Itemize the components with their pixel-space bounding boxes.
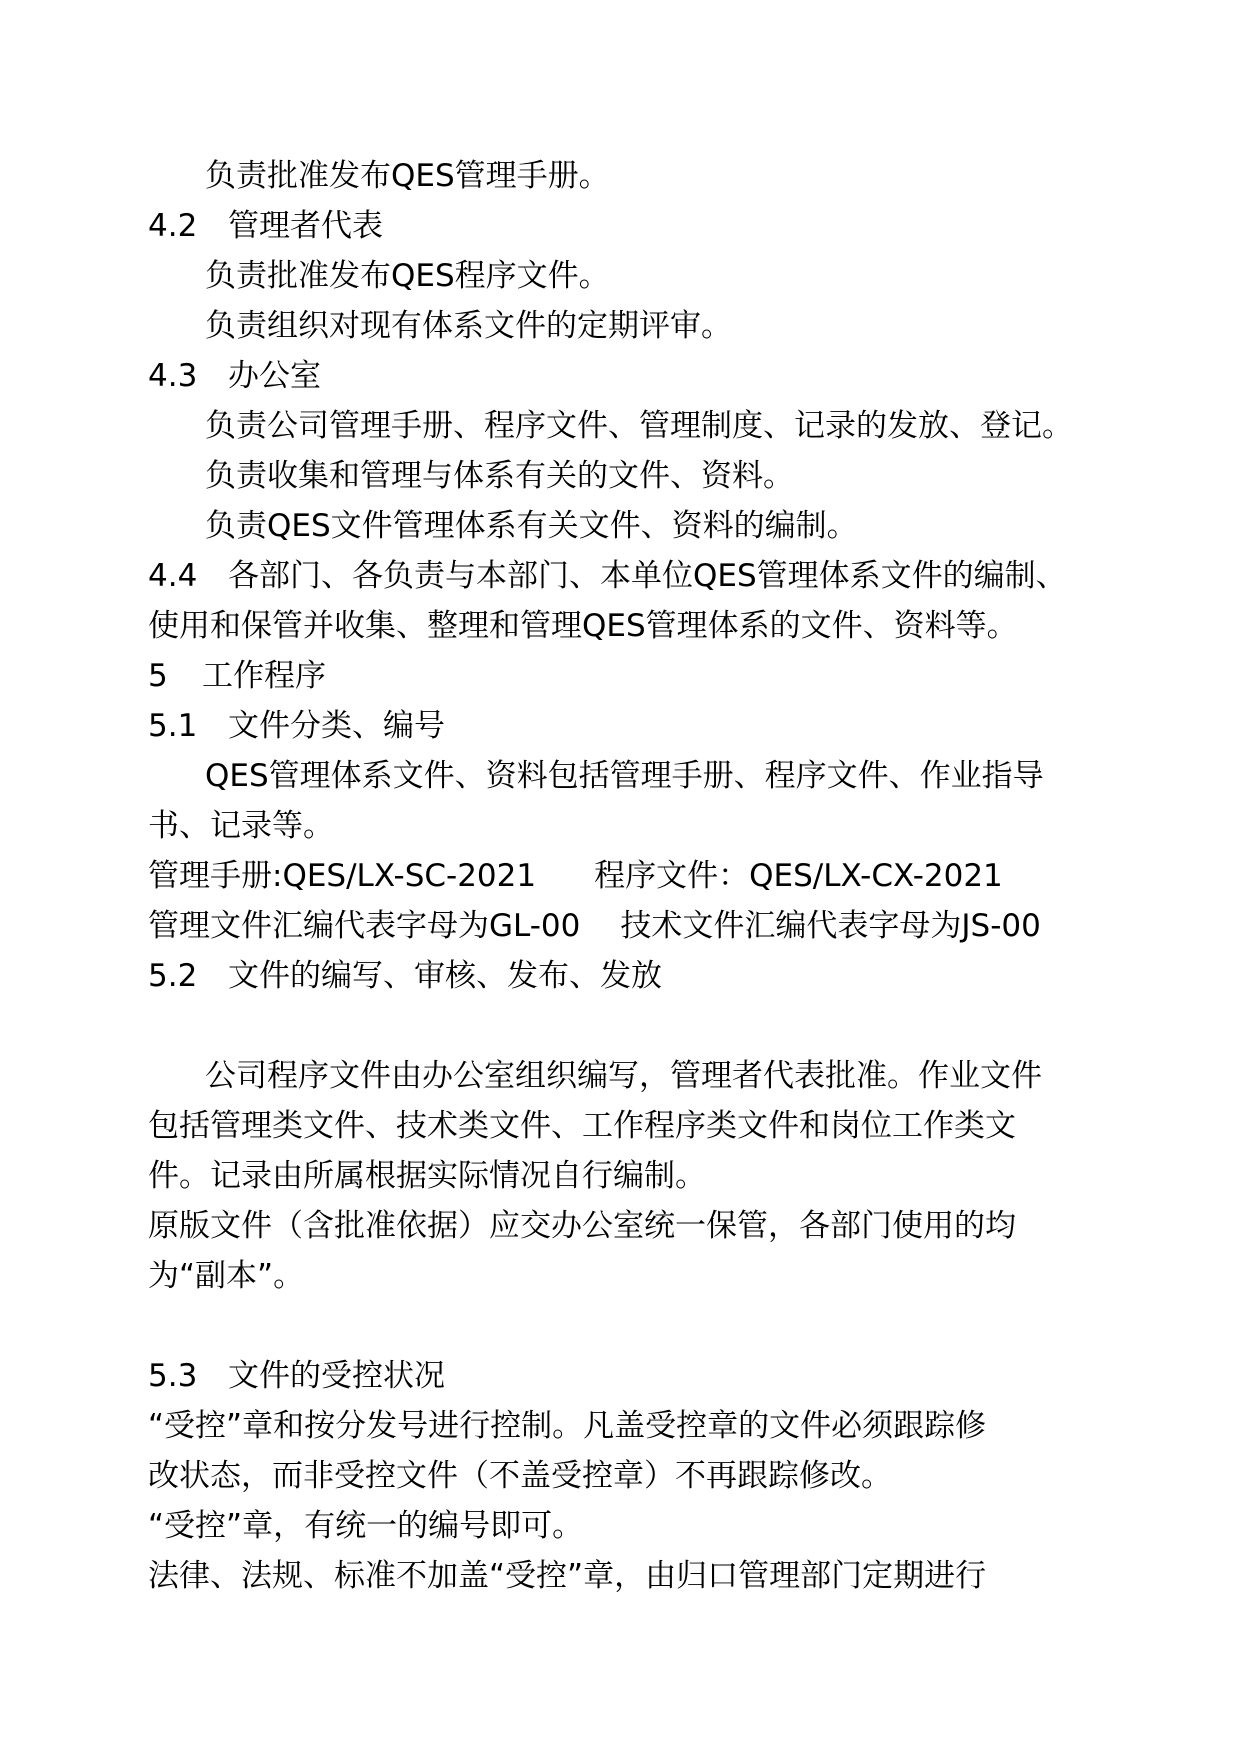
paragraph-line: “受控”章和按分发号进行控制。凡盖受控章的文件必须跟踪修	[148, 1408, 987, 1444]
section-title: 工作程序	[202, 658, 326, 694]
section-number: 5.3	[148, 1358, 198, 1394]
technical-compilation-code: 技术文件汇编代表字母为JS-00	[620, 908, 1041, 944]
paragraph-line: 负责批准发布QES管理手册。	[205, 158, 610, 194]
section-title: 文件的编写、审核、发布、发放	[228, 958, 662, 994]
code-line-manual	[148, 853, 1128, 899]
section-heading-5	[148, 653, 1128, 699]
paragraph-line: 负责公司管理手册、程序文件、管理制度、记录的发放、登记。	[205, 408, 1073, 444]
code-line-compilation	[148, 903, 1128, 949]
paragraph-line: 使用和保管并收集、整理和管理QES管理体系的文件、资料等。	[148, 608, 1018, 644]
section-heading-5-2	[148, 953, 1128, 999]
section-title: 办公室	[228, 358, 321, 394]
paragraph-line: 原版文件（含批准依据）应交办公室统一保管，各部门使用的均	[148, 1208, 1016, 1244]
section-title: 文件的受控状况	[228, 1358, 445, 1394]
paragraph-line: 件。记录由所属根据实际情况自行编制。	[148, 1158, 706, 1194]
section-number: 5.2	[148, 958, 198, 994]
section-number: 4.4	[148, 558, 198, 594]
section-heading-5-3	[148, 1353, 1128, 1399]
paragraph-line: “受控”章，有统一的编号即可。	[148, 1508, 584, 1544]
paragraph-line: 负责组织对现有体系文件的定期评审。	[205, 308, 732, 344]
paragraph-line: 书、记录等。	[148, 808, 334, 844]
section-title: 管理者代表	[228, 208, 383, 244]
paragraph-line: 负责收集和管理与体系有关的文件、资料。	[205, 458, 794, 494]
section-heading-4-4	[148, 553, 1128, 599]
paragraph-line: 负责批准发布QES程序文件。	[205, 258, 610, 294]
paragraph-line: 改状态，而非受控文件（不盖受控章）不再跟踪修改。	[148, 1458, 892, 1494]
paragraph-line: 为“副本”。	[148, 1258, 305, 1294]
manual-code: 管理手册:QES/LX-SC-2021	[148, 858, 537, 894]
section-heading-5-1	[148, 703, 1128, 749]
paragraph-line: 负责QES文件管理体系有关文件、资料的编制。	[205, 508, 858, 544]
section-number: 4.3	[148, 358, 198, 394]
paragraph-line: 法律、法规、标准不加盖“受控”章，由归口管理部门定期进行	[148, 1558, 987, 1594]
section-text: 各部门、各负责与本部门、本单位QES管理体系文件的编制、	[228, 558, 1067, 594]
section-number: 5	[148, 658, 168, 694]
management-compilation-code: 管理文件汇编代表字母为GL-00	[148, 908, 581, 944]
section-number: 4.2	[148, 208, 198, 244]
section-heading-4-2	[148, 203, 1128, 249]
paragraph-line: 包括管理类文件、技术类文件、工作程序类文件和岗位工作类文	[148, 1108, 1016, 1144]
paragraph-line: QES管理体系文件、资料包括管理手册、程序文件、作业指导	[205, 758, 1044, 794]
procedure-code: 程序文件：QES/LX-CX-2021	[594, 858, 1003, 894]
section-number: 5.1	[148, 708, 198, 744]
section-heading-4-3	[148, 353, 1128, 399]
section-title: 文件分类、编号	[228, 708, 445, 744]
paragraph-line: 公司程序文件由办公室组织编写，管理者代表批准。作业文件	[205, 1058, 1042, 1094]
